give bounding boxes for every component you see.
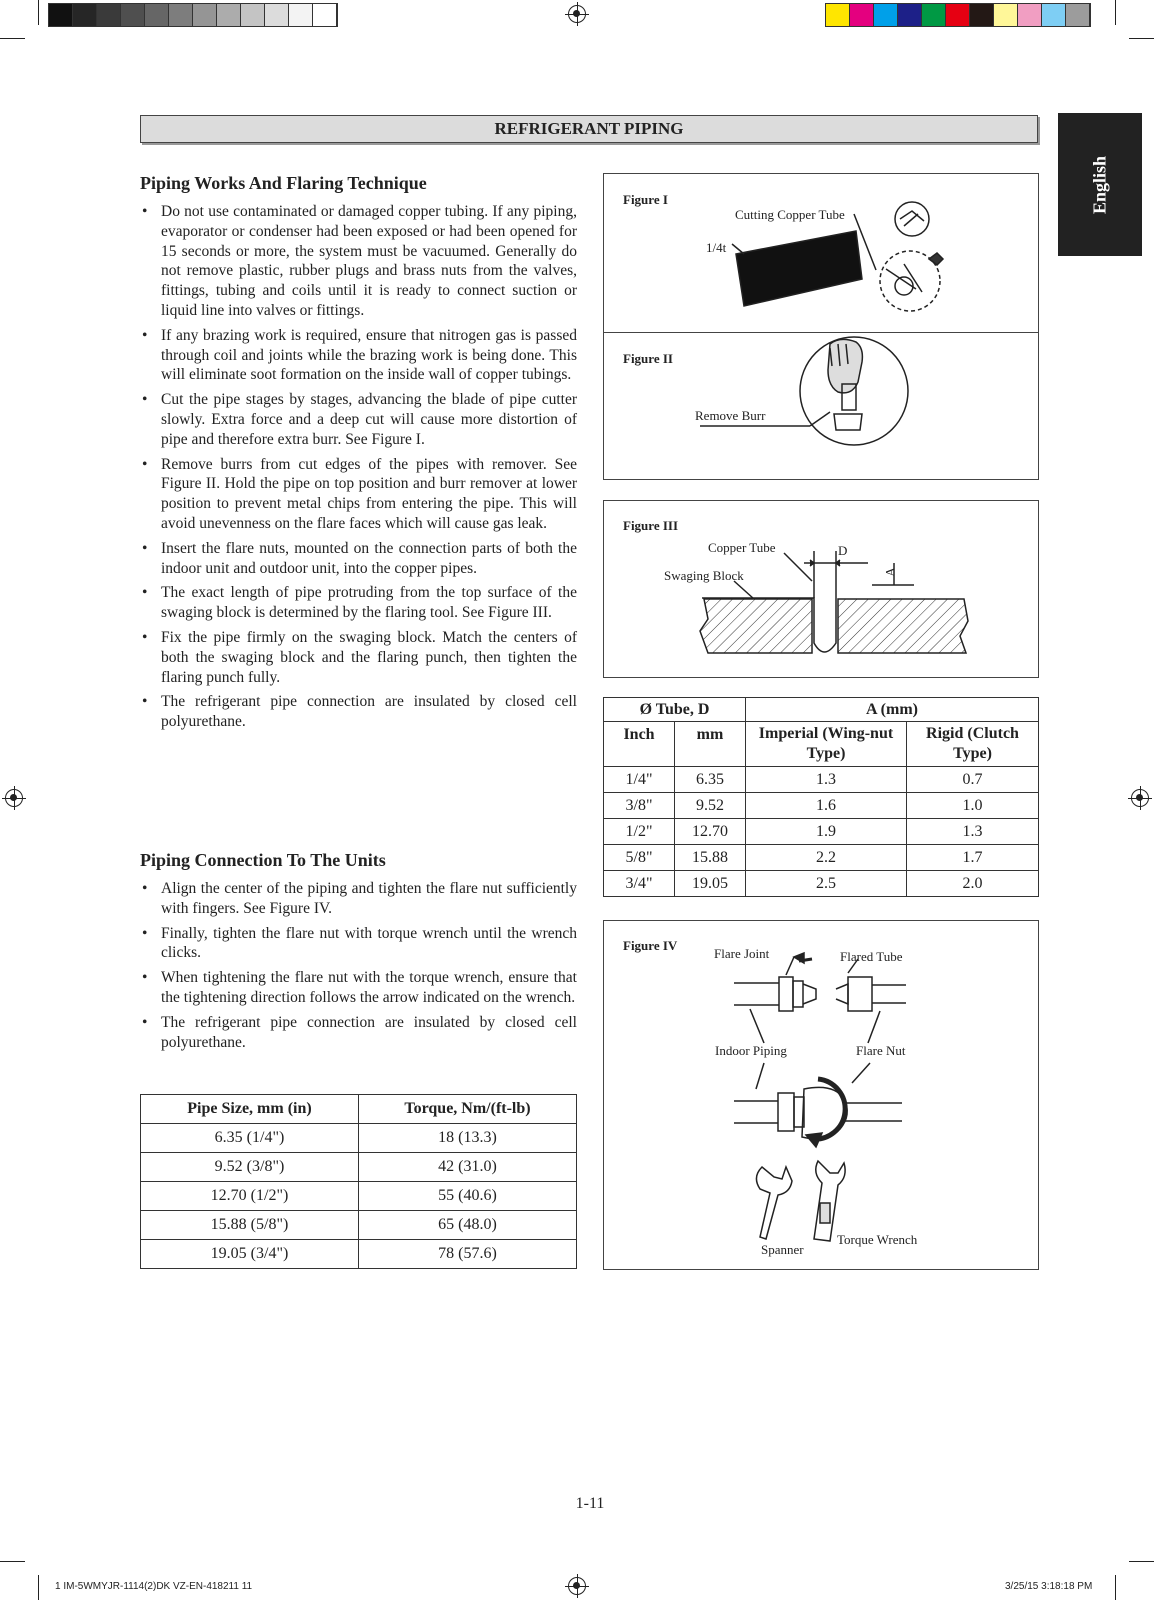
calibration-swatch [922, 4, 946, 26]
table-cell: 12.70 [675, 819, 746, 845]
flared-tube-caption: Flared Tube [840, 949, 903, 964]
flare-nut-caption: Flare Nut [856, 1043, 906, 1058]
calibration-swatch [217, 4, 241, 26]
calibration-swatch [1018, 4, 1042, 26]
section-title-piping-connection: Piping Connection To The Units [140, 850, 386, 870]
footer-timestamp: 3/25/15 3:18:18 PM [1005, 1581, 1093, 1592]
calibration-swatch [946, 4, 970, 26]
calibration-swatch [265, 4, 289, 26]
table-row [141, 1153, 577, 1182]
figure-4-label: Figure IV [623, 938, 678, 953]
calibration-swatch [169, 4, 193, 26]
burr-remover-illustration [604, 332, 1040, 481]
list-item: • Remove burrs from cut edges of the pipes with remover. See Figure II. Hold the pipe on top position and burr remover at lower position to prevent metal chips from entering the pipe. This will avoid unevenness on the flare faces which will cause gas leak. [140, 455, 577, 534]
table-cell: 1.3 [746, 767, 907, 793]
list-item: • Finally, tighten the flare nut with torque wrench until the wrench clicks. [140, 924, 577, 964]
crop-mark [1115, 0, 1116, 25]
table-row [141, 1124, 577, 1153]
table-header-tube: Ø Tube, D [604, 698, 746, 722]
figure-2-label: Figure II [623, 351, 673, 366]
flare-joint-caption: Flare Joint [714, 946, 770, 961]
figure-1-label: Figure I [623, 192, 668, 207]
copper-tube-caption: Copper Tube [708, 540, 776, 555]
language-tab-label: English [1089, 155, 1110, 214]
table-row [141, 1240, 577, 1269]
section-title-piping-works: Piping Works And Flaring Technique [140, 173, 427, 193]
swaging-block-illustration [604, 501, 1040, 679]
table-cell: 1.9 [746, 819, 907, 845]
table-cell: 12.70 (1/2") [141, 1182, 359, 1211]
remove-burr-caption: Remove Burr [695, 408, 766, 423]
color-calibration-bar [825, 3, 1091, 27]
calibration-swatch [826, 4, 850, 26]
table-cell: 15.88 [675, 845, 746, 871]
table-cell: 1/2" [604, 819, 675, 845]
table-row [604, 767, 1039, 793]
list-item: • The refrigerant pipe connection are insulated by closed cell polyurethane. [140, 1013, 577, 1053]
list-item: • Align the center of the piping and tighten the flare nut sufficiently with fingers. See Figure IV. [140, 879, 577, 919]
table-header-rigid: Rigid (Clutch Type) [907, 722, 1039, 767]
crop-mark [1129, 38, 1154, 39]
piping-works-list [140, 202, 577, 737]
spanner-caption: Spanner [761, 1242, 804, 1257]
registration-mark-icon [568, 1577, 586, 1595]
table-cell: 1/4" [604, 767, 675, 793]
torque-table [140, 1094, 577, 1269]
table-row [141, 1211, 577, 1240]
torque-wrench-caption: Torque Wrench [837, 1232, 918, 1247]
calibration-swatch [874, 4, 898, 26]
table-cell: 1.3 [907, 819, 1039, 845]
table-cell: 78 (57.6) [359, 1240, 577, 1269]
table-cell: 15.88 (5/8") [141, 1211, 359, 1240]
language-tab [1058, 113, 1142, 256]
figure-3-panel [603, 500, 1039, 678]
table-cell: 1.0 [907, 793, 1039, 819]
cutting-copper-tube-caption: Cutting Copper Tube [735, 207, 845, 222]
swaging-block-caption: Swaging Block [664, 568, 744, 583]
quarter-t-caption: 1/4t [706, 240, 727, 255]
table-cell: 2.2 [746, 845, 907, 871]
calibration-swatch [49, 4, 73, 26]
d-dimension-caption: D [838, 543, 848, 558]
list-item: • Insert the flare nuts, mounted on the connection parts of both the indoor unit and outdoor unit, into the copper pipes. [140, 539, 577, 579]
crop-mark [38, 1575, 39, 1600]
torque-table-header: Pipe Size, mm (in) [141, 1095, 359, 1124]
table-cell: 3/4" [604, 871, 675, 897]
calibration-swatch [289, 4, 313, 26]
crop-mark [0, 38, 25, 39]
registration-mark-icon [5, 789, 23, 807]
table-cell: 19.05 (3/4") [141, 1240, 359, 1269]
table-cell: 42 (31.0) [359, 1153, 577, 1182]
table-cell: 19.05 [675, 871, 746, 897]
table-cell: 3/8" [604, 793, 675, 819]
table-cell: 0.7 [907, 767, 1039, 793]
table-row [604, 871, 1039, 897]
table-header-mm: mm [675, 722, 746, 767]
table-cell: 55 (40.6) [359, 1182, 577, 1211]
list-item: • The refrigerant pipe connection are insulated by closed cell polyurethane. [140, 692, 577, 732]
table-row [604, 793, 1039, 819]
calibration-swatch [121, 4, 145, 26]
figure-1-2-panel [603, 173, 1039, 480]
grayscale-calibration-bar [48, 3, 338, 27]
page-number: 1-11 [575, 1495, 605, 1512]
calibration-swatch [145, 4, 169, 26]
calibration-swatch [73, 4, 97, 26]
registration-mark-icon [568, 5, 586, 23]
figure-3-label: Figure III [623, 518, 679, 533]
flare-connection-illustration [604, 921, 1040, 1271]
calibration-swatch [241, 4, 265, 26]
calibration-swatch [970, 4, 994, 26]
calibration-swatch [1042, 4, 1066, 26]
table-cell: 6.35 (1/4") [141, 1124, 359, 1153]
table-row [604, 845, 1039, 871]
list-item: • Do not use contaminated or damaged copper tubing. If any piping, evaporator or condenser had been exposed or had been opened for 15 seconds or more, the system must be vacuumed. Generally do not remove plastic, rubber plugs and brass nuts from the valves, fittings, tubing and coils until it is ready to connect suction or liquid line into valves or fittings. [140, 202, 577, 321]
crop-mark [0, 1561, 25, 1562]
table-row [141, 1182, 577, 1211]
table-cell: 9.52 [675, 793, 746, 819]
table-cell: 2.0 [907, 871, 1039, 897]
table-cell: 65 (48.0) [359, 1211, 577, 1240]
page-title: REFRIGERANT PIPING [140, 115, 1038, 143]
crop-mark [1115, 1575, 1116, 1600]
table-cell: 9.52 (3/8") [141, 1153, 359, 1182]
table-header-inch: Inch [604, 722, 675, 767]
indoor-piping-caption: Indoor Piping [715, 1043, 787, 1058]
calibration-swatch [313, 4, 337, 26]
table-cell: 18 (13.3) [359, 1124, 577, 1153]
list-item: • When tightening the flare nut with the torque wrench, ensure that the tightening direction follows the arrow indicated on the wrench. [140, 968, 577, 1008]
crop-mark [1129, 1561, 1154, 1562]
calibration-swatch [898, 4, 922, 26]
table-header-imperial: Imperial (Wing-nut Type) [746, 722, 907, 767]
table-cell: 1.6 [746, 793, 907, 819]
calibration-swatch [97, 4, 121, 26]
piping-connection-list [140, 879, 577, 1057]
list-item: • The exact length of pipe protruding from the top surface of the swaging block is determined by the flaring tool. See Figure III. [140, 583, 577, 623]
list-item: • Cut the pipe stages by stages, advancing the blade of pipe cutter slowly. Extra force and a deep cut will cause more distortion of pipe and therefore extra burr. See Figure I. [140, 390, 577, 449]
calibration-swatch [994, 4, 1018, 26]
torque-table-header: Torque, Nm/(ft-lb) [359, 1095, 577, 1124]
table-header-a: A (mm) [746, 698, 1039, 722]
pipe-cutter-illustration [604, 174, 1040, 332]
figure-4-panel [603, 920, 1039, 1270]
list-item: • Fix the pipe firmly on the swaging block. Match the centers of both the swaging block and the flaring punch, then tighten the flaring punch fully. [140, 628, 577, 687]
registration-mark-icon [1131, 789, 1149, 807]
table-cell: 2.5 [746, 871, 907, 897]
footer-file-info: 1 IM-5WMYJR-1114(2)DK VZ-EN-418211 11 [55, 1581, 253, 1592]
a-dimension-caption: A [882, 567, 898, 577]
table-cell: 6.35 [675, 767, 746, 793]
table-row [604, 819, 1039, 845]
flare-dimension-table [603, 697, 1039, 897]
calibration-swatch [1066, 4, 1090, 26]
calibration-swatch [850, 4, 874, 26]
calibration-swatch [193, 4, 217, 26]
list-item: • If any brazing work is required, ensure that nitrogen gas is passed through coil and joints while the brazing work is being done. This will eliminate soot formation on the inside wall of copper tubings. [140, 326, 577, 385]
crop-mark [38, 0, 39, 25]
table-cell: 1.7 [907, 845, 1039, 871]
table-cell: 5/8" [604, 845, 675, 871]
